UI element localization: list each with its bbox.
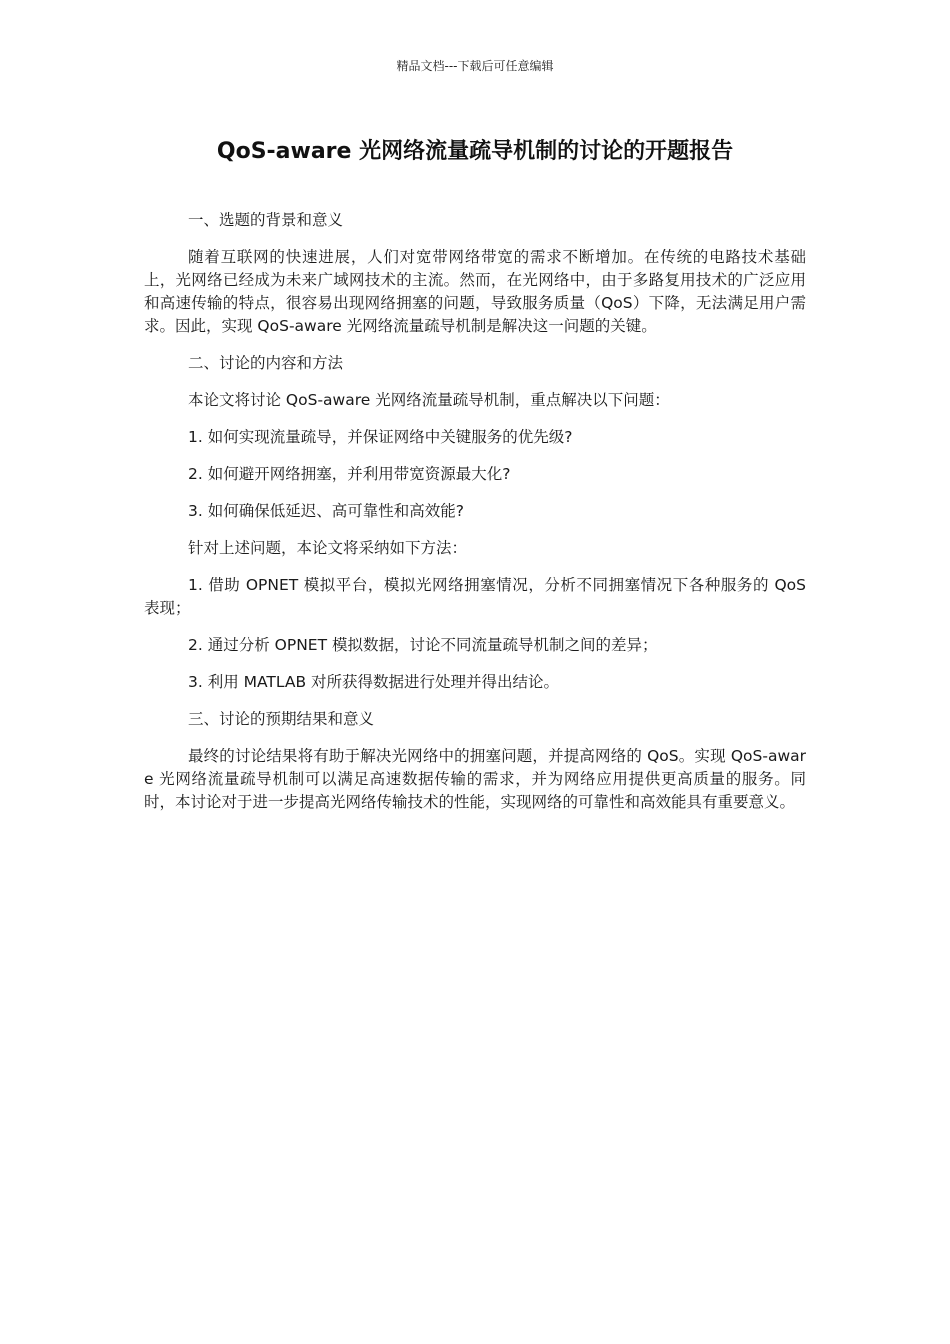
list-item-method-3: 3. 利用 MATLAB 对所获得数据进行处理并得出结论。 — [188, 673, 560, 691]
paragraph-background: 随着互联网的快速进展，人们对宽带网络带宽的需求不断增加。在传统的电路技术基础上，光网络已经成为未来广域网技术的主流。然而，在光网络中，由于多路复用技术的广泛应用和高速传输的特点，很容易出现网络拥塞的问题，导致服务质量（QoS）下降，无法满足用户需求。因此，实现 QoS-aware 光网络流量疏导机制是解决这一问题的关键。 — [144, 248, 806, 335]
document-title: QoS-aware 光网络流量疏导机制的讨论的开题报告 — [216, 139, 734, 164]
section-heading-content-method: 二、讨论的内容和方法 — [188, 354, 344, 372]
list-item-method-2: 2. 通过分析 OPNET 模拟数据，讨论不同流量疏导机制之间的差异； — [188, 636, 658, 654]
list-item-question-2: 2. 如何避开网络拥塞，并利用带宽资源最大化? — [188, 465, 511, 483]
document-body — [144, 209, 806, 828]
list-item-question-3: 3. 如何确保低延迟、高可靠性和高效能? — [188, 502, 464, 520]
list-item-question-1: 1. 如何实现流量疏导，并保证网络中关键服务的优先级? — [188, 428, 573, 446]
paragraph-research-intro: 本论文将讨论 QoS-aware 光网络流量疏导机制，重点解决以下问题： — [188, 391, 670, 409]
header-note: 精品文档---下载后可任意编辑 — [396, 59, 554, 73]
section-heading-expected-results: 三、讨论的预期结果和意义 — [188, 710, 375, 728]
paragraph-method-intro: 针对上述问题，本论文将采纳如下方法： — [188, 539, 468, 557]
section-heading-background: 一、选题的背景和意义 — [188, 211, 344, 229]
paragraph-expected-results: 最终的讨论结果将有助于解决光网络中的拥塞问题，并提高网络的 QoS。实现 QoS-aware 光网络流量疏导机制可以满足高速数据传输的需求，并为网络应用提供更高质量的服务。同时，本讨论对于进一步提高光网络传输技术的性能，实现网络的可靠性和高效能具有重要意义。 — [144, 747, 806, 811]
list-item-method-1: 1. 借助 OPNET 模拟平台，模拟光网络拥塞情况，分析不同拥塞情况下各种服务的 QoS 表现； — [144, 576, 806, 617]
